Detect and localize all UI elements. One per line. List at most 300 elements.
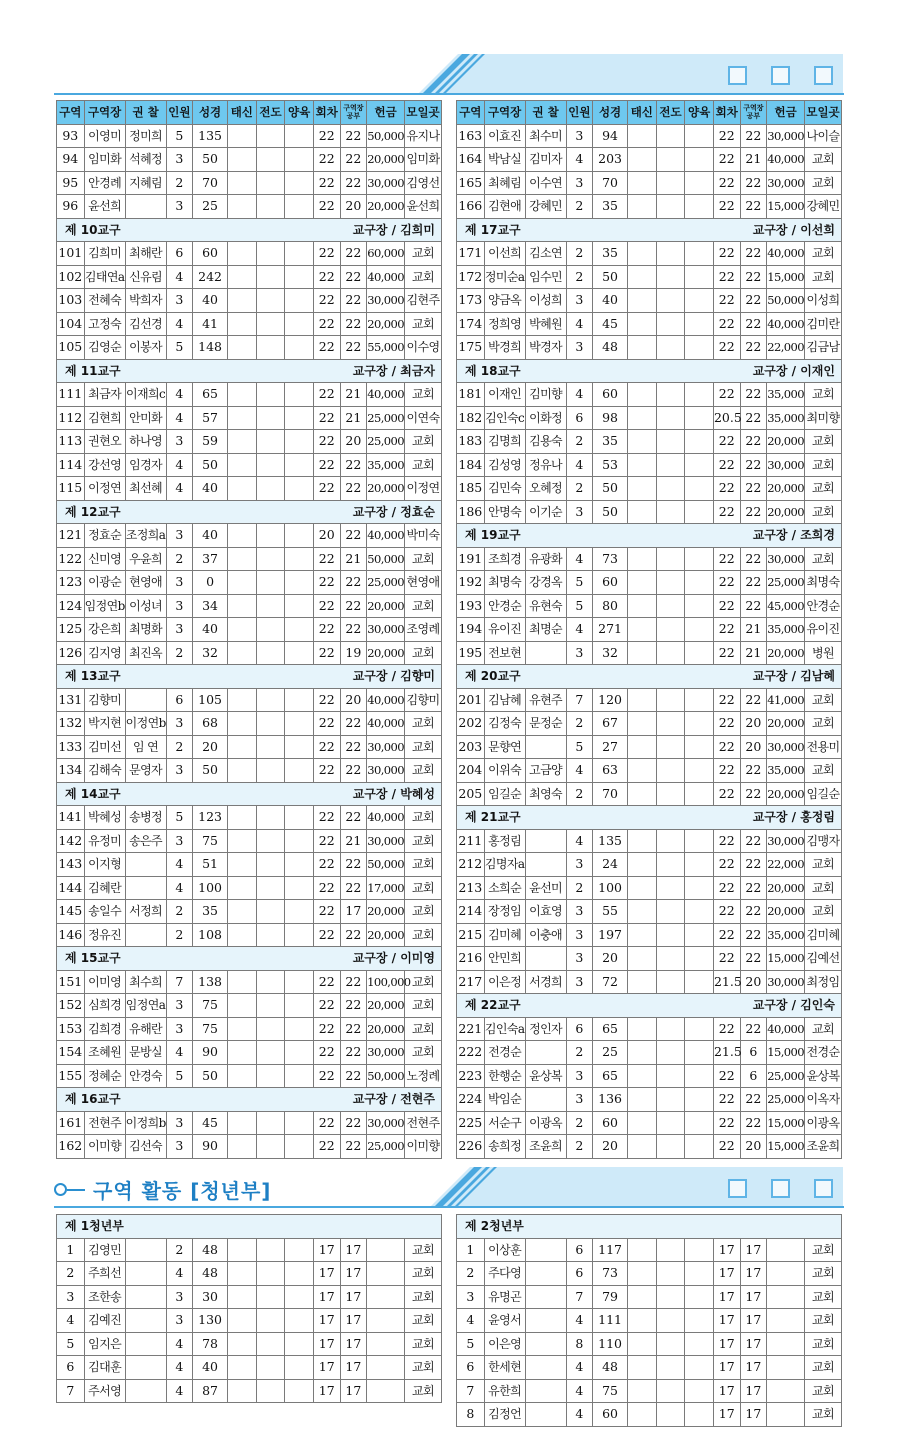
col-place-cell: 안경순 [805,594,842,618]
col-helper-cell: 이광옥 [525,1111,566,1135]
col-bible-cell: 59 [193,430,228,454]
col-offering-cell [367,1332,405,1356]
col-study-cell: 22 [340,970,367,994]
col-session-cell: 22 [713,289,740,313]
col-helper-cell: 이기순 [525,500,566,524]
col-study-cell: 22 [740,406,767,430]
section-header [457,1215,842,1239]
col-study-cell: 17 [340,1238,367,1262]
col-study-cell: 22 [340,289,367,313]
col-nurture-cell [285,571,314,595]
col-members-cell: 6 [166,242,193,266]
col-evangelism-cell [656,735,685,759]
col-evangelism-cell [656,900,685,924]
table-row [57,383,442,407]
table-row [457,923,842,947]
col-study-cell: 22 [340,1017,367,1041]
col-tae-cell [627,430,656,454]
col-members-cell: 2 [566,242,593,266]
section-header-row [57,947,442,971]
col-members-cell: 4 [566,1356,593,1380]
col-evangelism-cell [656,641,685,665]
col-evangelism-cell [656,853,685,877]
col-nurture-cell [685,1309,714,1333]
col-evangelism-cell [256,853,285,877]
col-study-cell: 22 [740,947,767,971]
col-leader-cell: 강선영 [84,453,125,477]
col-nurture-cell [285,853,314,877]
col-district-cell: 194 [457,618,485,642]
col-study-cell: 17 [340,900,367,924]
col-session-cell: 22 [713,242,740,266]
col-helper-cell: 이수연 [525,171,566,195]
header-label: 공부 [746,112,761,121]
col-district-cell: 175 [457,336,485,360]
col-district-cell: 212 [457,853,485,877]
col-study-cell: 22 [740,782,767,806]
section-title: 제 1청년부 [65,1219,124,1234]
col-leader-cell: 주다영 [484,1262,525,1286]
col-tae-cell [627,1135,656,1159]
col-tae-cell [227,712,256,736]
col-leader-cell: 이광순 [84,571,125,595]
col-place-cell: 교회 [405,547,442,571]
col-session-cell: 17 [313,1332,340,1356]
youth-banner [430,1167,843,1209]
col-nurture-cell [685,923,714,947]
col-members-cell: 2 [566,712,593,736]
col-evangelism-cell [656,1262,685,1286]
col-nurture-cell [285,641,314,665]
col-nurture-cell [285,876,314,900]
col-helper-cell [525,1332,566,1356]
col-tae-cell [627,782,656,806]
header-col-nurture: 양육 [285,101,314,125]
col-helper-cell [525,829,566,853]
col-members-cell: 3 [566,947,593,971]
col-place-cell: 교회 [405,806,442,830]
col-evangelism-cell [256,289,285,313]
col-place-cell: 교회 [405,900,442,924]
col-offering-cell: 17,000 [367,876,405,900]
col-place-cell: 교회 [405,430,442,454]
col-members-cell: 4 [566,618,593,642]
col-offering-cell [767,1238,805,1262]
col-helper-cell [525,1403,566,1427]
col-leader-cell: 김대훈 [84,1356,125,1380]
col-place-cell: 교회 [405,1017,442,1041]
col-study-cell: 22 [740,1111,767,1135]
col-study-cell: 22 [340,806,367,830]
col-evangelism-cell [256,336,285,360]
col-bible-cell: 197 [593,923,628,947]
header-col-nurture: 양육 [685,101,714,125]
col-place-cell: 임미화 [405,148,442,172]
col-members-cell: 3 [166,594,193,618]
col-members-cell: 2 [566,876,593,900]
col-district-cell: 132 [57,712,85,736]
col-nurture-cell [685,242,714,266]
col-district-cell: 122 [57,547,85,571]
col-place-cell: 교회 [405,1262,442,1286]
col-session-cell: 22 [713,547,740,571]
col-evangelism-cell [656,265,685,289]
col-offering-cell: 22,000 [767,336,805,360]
col-leader-cell: 윤영서 [484,1309,525,1333]
table-row [57,336,442,360]
col-place-cell: 최정임 [805,970,842,994]
col-members-cell: 5 [566,594,593,618]
col-offering-cell: 20,000 [367,477,405,501]
col-place-cell: 교회 [405,970,442,994]
col-study-cell: 22 [340,759,367,783]
col-members-cell: 3 [166,148,193,172]
col-offering-cell: 30,000 [767,171,805,195]
section-leader: 교구장 / 김남혜 [752,669,835,684]
col-district-cell: 93 [57,124,85,148]
col-nurture-cell [685,124,714,148]
col-tae-cell [227,1356,256,1380]
col-leader-cell: 김민숙 [484,477,525,501]
col-offering-cell: 30,000 [367,618,405,642]
col-study-cell: 22 [740,195,767,219]
col-bible-cell: 20 [593,947,628,971]
col-nurture-cell [285,618,314,642]
col-place-cell: 유이진 [805,618,842,642]
section-leader: 교구장 / 정효순 [352,504,435,519]
section-header [457,359,842,383]
col-tae-cell [227,853,256,877]
col-place-cell: 교회 [805,688,842,712]
header-col-study [740,101,767,125]
col-place-cell: 김금남 [805,336,842,360]
col-place-cell: 교회 [805,1332,842,1356]
col-session-cell: 22 [313,477,340,501]
table-row [57,1285,442,1309]
header-col-tae: 태신 [627,101,656,125]
col-offering-cell: 30,000 [367,735,405,759]
col-leader-cell: 김예진 [84,1309,125,1333]
col-session-cell: 22 [313,876,340,900]
col-evangelism-cell [256,1238,285,1262]
col-bible-cell: 80 [593,594,628,618]
col-offering-cell [767,1262,805,1286]
col-place-cell: 김향미 [405,688,442,712]
col-members-cell: 3 [566,124,593,148]
col-district-cell: 185 [457,477,485,501]
col-helper-cell: 최수희 [125,970,166,994]
col-helper-cell: 이성녀 [125,594,166,618]
col-tae-cell [227,806,256,830]
table-row [57,265,442,289]
col-bible-cell: 51 [193,853,228,877]
square-icon [728,66,747,85]
section-leader: 교구장 / 이선희 [752,222,835,237]
col-session-cell: 17 [713,1238,740,1262]
table-row [57,735,442,759]
col-evangelism-cell [656,1041,685,1065]
col-study-cell: 22 [340,618,367,642]
col-tae-cell [627,1111,656,1135]
table-row [57,970,442,994]
col-leader-cell: 정희영 [484,312,525,336]
col-session-cell: 22 [313,688,340,712]
col-leader-cell: 최혜림 [484,171,525,195]
col-district-cell: 113 [57,430,85,454]
col-nurture-cell [685,853,714,877]
col-tae-cell [227,336,256,360]
col-nurture-cell [685,500,714,524]
col-study-cell: 22 [740,477,767,501]
col-helper-cell: 하나영 [125,430,166,454]
table-row [57,477,442,501]
col-offering-cell: 45,000 [767,594,805,618]
col-evangelism-cell [256,759,285,783]
section-title: 제 12교구 [65,504,121,519]
col-tae-cell [227,1285,256,1309]
col-offering-cell: 20,000 [767,876,805,900]
col-offering-cell [367,1238,405,1262]
col-evangelism-cell [656,876,685,900]
table-row [57,994,442,1018]
col-evangelism-cell [656,947,685,971]
header-label: 구역장 [343,104,364,113]
col-session-cell: 22 [713,618,740,642]
col-evangelism-cell [256,618,285,642]
col-members-cell: 4 [166,383,193,407]
col-place-cell: 이수영 [405,336,442,360]
col-place-cell: 교회 [805,1379,842,1403]
col-bible-cell: 79 [593,1285,628,1309]
col-tae-cell [227,641,256,665]
col-members-cell: 8 [566,1332,593,1356]
header-col-members: 인원 [566,101,593,125]
col-members-cell: 4 [166,453,193,477]
col-place-cell: 김미란 [805,312,842,336]
table-row [57,524,442,548]
col-district-cell: 2 [57,1262,85,1286]
col-session-cell: 22 [313,641,340,665]
col-district-cell: 153 [57,1017,85,1041]
table-row [57,1356,442,1380]
col-session-cell: 17 [713,1403,740,1427]
col-study-cell: 22 [340,1041,367,1065]
col-offering-cell [367,1262,405,1286]
col-members-cell: 4 [166,1379,193,1403]
section-title: 제 14교구 [65,786,121,801]
col-place-cell: 조영례 [405,618,442,642]
col-evangelism-cell [656,782,685,806]
section-header [457,218,842,242]
col-offering-cell: 30,000 [767,970,805,994]
col-session-cell: 22 [313,1017,340,1041]
section-header-row [57,1215,442,1239]
col-leader-cell: 전보현 [484,641,525,665]
col-nurture-cell [285,806,314,830]
col-helper-cell: 신유림 [125,265,166,289]
col-members-cell: 3 [566,171,593,195]
col-district-cell: 191 [457,547,485,571]
header-label: 공부 [346,112,361,121]
col-offering-cell [767,1309,805,1333]
col-place-cell: 유지나 [405,124,442,148]
col-tae-cell [227,1332,256,1356]
col-district-cell: 2 [457,1262,485,1286]
col-nurture-cell [685,148,714,172]
col-offering-cell: 50,000 [367,1064,405,1088]
col-district-cell: 115 [57,477,85,501]
table-row [457,195,842,219]
col-members-cell: 4 [566,1309,593,1333]
col-tae-cell [627,1403,656,1427]
col-helper-cell: 이충애 [525,923,566,947]
col-offering-cell: 35,000 [367,453,405,477]
col-nurture-cell [285,900,314,924]
col-helper-cell: 유광화 [525,547,566,571]
col-district-cell: 163 [457,124,485,148]
col-nurture-cell [285,1017,314,1041]
col-evangelism-cell [656,1403,685,1427]
col-study-cell: 17 [740,1262,767,1286]
col-tae-cell [627,148,656,172]
col-evangelism-cell [256,900,285,924]
col-leader-cell: 유정미 [84,829,125,853]
col-study-cell: 22 [740,594,767,618]
col-tae-cell [627,688,656,712]
youth-table-right [456,1214,842,1427]
col-leader-cell: 안민희 [484,947,525,971]
col-evangelism-cell [656,759,685,783]
col-evangelism-cell [656,1017,685,1041]
col-evangelism-cell [656,430,685,454]
col-study-cell: 22 [340,853,367,877]
col-evangelism-cell [256,265,285,289]
col-place-cell: 김미혜 [805,923,842,947]
col-tae-cell [227,1135,256,1159]
col-offering-cell: 35,000 [767,618,805,642]
col-bible-cell: 40 [593,289,628,313]
col-members-cell: 4 [166,312,193,336]
col-bible-cell: 40 [193,618,228,642]
col-nurture-cell [685,970,714,994]
col-place-cell: 전경순 [805,1041,842,1065]
col-session-cell: 22 [313,289,340,313]
col-evangelism-cell [656,1356,685,1380]
col-session-cell: 22 [313,547,340,571]
header-col-bible: 성경 [593,101,628,125]
col-members-cell: 6 [566,1238,593,1262]
col-members-cell: 2 [566,1111,593,1135]
col-place-cell: 교회 [805,547,842,571]
col-study-cell: 20 [740,1135,767,1159]
table-row [57,876,442,900]
section-header-row [457,218,842,242]
col-offering-cell: 40,000 [767,312,805,336]
col-leader-cell: 김영순 [84,336,125,360]
col-offering-cell: 30,000 [367,289,405,313]
col-session-cell: 22 [313,171,340,195]
col-district-cell: 131 [57,688,85,712]
col-members-cell: 3 [166,1111,193,1135]
col-nurture-cell [685,1238,714,1262]
col-tae-cell [227,171,256,195]
col-tae-cell [627,735,656,759]
table-row [57,171,442,195]
table-row [457,289,842,313]
col-session-cell: 17 [313,1285,340,1309]
col-bible-cell: 100 [193,876,228,900]
col-tae-cell [227,242,256,266]
col-place-cell: 교회 [405,712,442,736]
col-district-cell: 123 [57,571,85,595]
col-evangelism-cell [256,171,285,195]
table-row [457,1064,842,1088]
col-evangelism-cell [656,1088,685,1112]
table-row [457,1041,842,1065]
col-session-cell: 22 [713,594,740,618]
col-tae-cell [627,1379,656,1403]
col-session-cell: 17 [313,1309,340,1333]
col-offering-cell [767,1332,805,1356]
table-row [57,1379,442,1403]
col-evangelism-cell [256,1356,285,1380]
col-bible-cell: 90 [193,1041,228,1065]
col-leader-cell: 박남실 [484,148,525,172]
col-session-cell: 22 [313,712,340,736]
col-helper-cell [525,641,566,665]
col-study-cell: 17 [740,1309,767,1333]
col-place-cell: 임길순 [805,782,842,806]
col-place-cell: 교회 [805,1285,842,1309]
col-offering-cell: 20,000 [367,923,405,947]
col-nurture-cell [685,383,714,407]
col-leader-cell: 유이진 [484,618,525,642]
col-helper-cell: 이정연b [125,712,166,736]
header-col-leader: 구역장 [84,101,125,125]
col-session-cell: 22 [313,735,340,759]
col-tae-cell [227,594,256,618]
col-leader-cell: 강은희 [84,618,125,642]
col-place-cell: 김예선 [805,947,842,971]
youth-section-heading [54,1175,271,1204]
section-leader: 교구장 / 이재인 [752,363,835,378]
col-nurture-cell [685,876,714,900]
col-evangelism-cell [256,641,285,665]
col-offering-cell [367,1285,405,1309]
col-district-cell: 214 [457,900,485,924]
col-leader-cell: 한세현 [484,1356,525,1380]
col-members-cell: 2 [566,1135,593,1159]
col-members-cell: 4 [566,383,593,407]
col-bible-cell: 40 [193,524,228,548]
col-district-cell: 103 [57,289,85,313]
col-nurture-cell [685,735,714,759]
col-study-cell: 22 [340,171,367,195]
col-tae-cell [227,1379,256,1403]
col-place-cell: 교회 [805,383,842,407]
table-row [457,477,842,501]
col-place-cell: 교회 [405,923,442,947]
col-bible-cell: 117 [593,1238,628,1262]
col-study-cell: 22 [740,853,767,877]
col-leader-cell: 김미혜 [484,923,525,947]
col-session-cell: 22 [713,500,740,524]
col-helper-cell [525,1285,566,1309]
col-members-cell: 4 [166,853,193,877]
col-session-cell: 22 [713,641,740,665]
col-evangelism-cell [656,1332,685,1356]
col-members-cell: 3 [566,289,593,313]
